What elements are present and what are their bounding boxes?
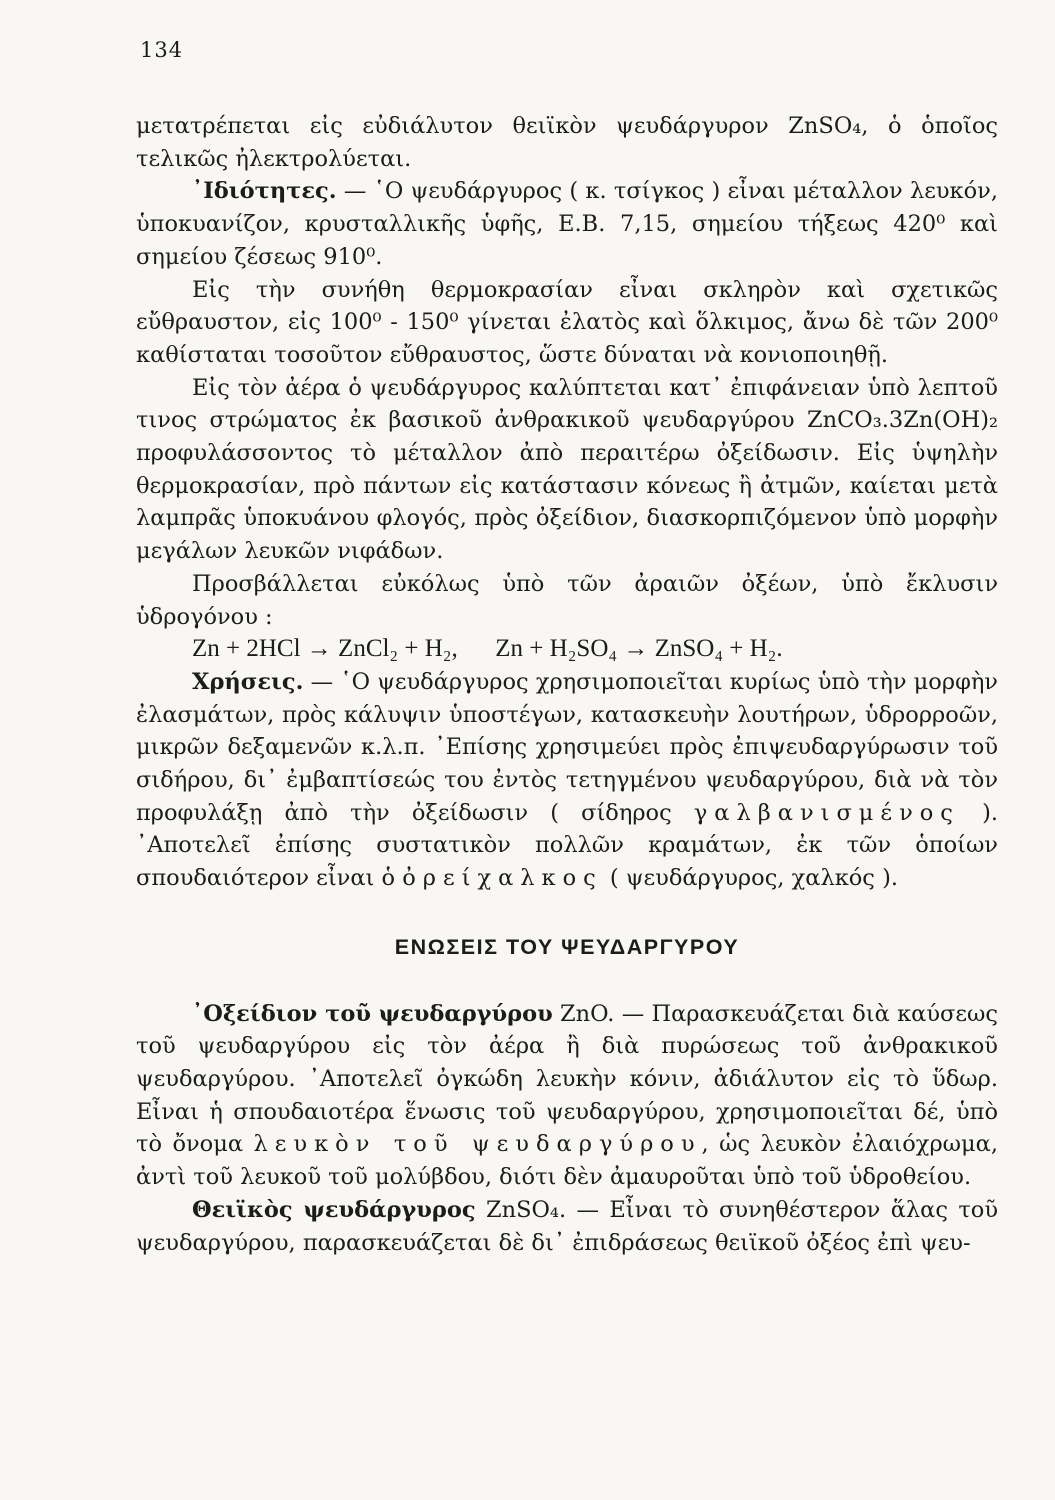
paragraph-acids: Προσβάλλεται εὐκόλως ὑπὸ τῶν ἀραιῶν ὀξέων, ὑπὸ ἔκλυσιν ὑδρογόνου : [136, 570, 998, 630]
uses-text-3: ( ψευδάργυρος, χαλκός ). [602, 865, 898, 892]
zinc-sulfate-text: ZnSO₄. — Εἶναι τὸ συνηθέστερον ἅλας τοῦ ψευδαργύρου, παρασκευάζεται δὲ δι᾿ ἐπιδράσεως θειϊκοῦ ὀξέος ἐπὶ ψευ- [136, 1196, 998, 1256]
paragraph-uses [136, 666, 998, 895]
paragraph-zinc-sulfate [136, 1194, 998, 1259]
zinc-oxide-text-2: , ὡς λευκὸν ἐλαιόχρωμα, ἀντὶ τοῦ λευκοῦ τοῦ μολύβδου, διότι δὲν ἀμαυροῦται ὑπὸ τοῦ ὑδροθείου. [136, 1131, 998, 1191]
paragraph-air: Εἰς τὸν ἀέρα ὁ ψευδάργυρος καλύπτεται κατ᾿ ἐπιφάνειαν ὑπὸ λεπτοῦ τινος στρώματος ἐκ βασικοῦ ἀνθρακικοῦ ψευδαργύρου ZnCO₃.3Zn(OH)₂ προφυλάσσοντος τὸ μέταλλον ἀπὸ περαιτέρω ὀξείδωσιν. Εἰς ὑψηλὴν θερμοκρασίαν, πρὸ πάντων εἰς κατάστασιν κόνεως ἢ ἀτμῶν, καίεται μετὰ λαμπρᾶς ὑποκυάνου φλογός, πρὸς ὀξείδιον, διασκορπιζόμενον ὑπὸ μορφὴν μεγάλων λευκῶν νιφάδων. [136, 374, 998, 565]
paragraph-continuation: μετατρέπεται εἰς εὐδιάλυτον θειϊκὸν ψευδάργυρον ZnSO₄, ὁ ὁποῖος τελικῶς ἠλεκτρολύεται. [136, 113, 998, 172]
spaced-term-zinc-white: λευκὸν τοῦ ψευδαργύρου [253, 1131, 702, 1158]
page-body [136, 110, 998, 1259]
heading-zinc-sulfate: Θειϊκὸς ψευδάργυρος [192, 1196, 476, 1223]
reaction-equations: Zn + 2HCl → ZnCl₂ + H₂, Zn + H₂SO₄ → ZnSO₄ + H₂. [192, 635, 783, 663]
uses-text-2: ). ᾿Αποτελεῖ ἐπίσης συστατικὸν πολλῶν κραμάτων, ἐκ τῶν ὁποίων σπουδαιότερον εἶναι ὁ [136, 799, 998, 892]
paragraph-zinc-oxide [136, 998, 998, 1194]
heading-zinc-oxide: ᾿Οξείδιον τοῦ ψευδαργύρου [192, 1000, 553, 1027]
properties-text: — ῾Ο ψευδάργυρος ( κ. τσίγκος ) εἶναι μέταλλον λευκόν, ὑποκυανίζον, κρυσταλλικῆς ὑφῆς, Ε.Β. 7,15, σημείου τήξεως 420⁰ καὶ σημείου ζέσεως 910⁰. [136, 178, 998, 270]
spaced-term-galvanized: γαλβανισμένος [693, 799, 960, 826]
spaced-term-brass: ὀρείχαλκος [402, 865, 603, 892]
paragraph-properties [136, 175, 998, 273]
heading-properties: ᾿Ιδιότητες. [192, 178, 337, 205]
uses-text-1: — ῾Ο ψευδάργυρος χρησιμοποιεῖται κυρίως ὑπὸ τὴν μορφὴν ἐλασμάτων, πρὸς κάλυψιν ὑποστέγων, κατασκευὴν λουτήρων, ὑδρορροῶν, μικρῶν δεξαμενῶν κ.λ.π. ᾿Επίσης χρησιμεύει πρὸς ἐπιψευδαργύρωσιν τοῦ σιδήρου, δι᾿ ἐμβαπτίσεώς του ἐντὸς τετηγμένου ψευδαργύρου, διὰ νὰ τὸν προφυλάξῃ ἀπὸ τὴν ὀξείδωσιν ( σίδηρος [136, 668, 998, 826]
section-title: ΕΝΩΣΕΙΣ ΤΟΥ ΨΕΥΔΑΡΓΥΡΟΥ [394, 934, 740, 959]
zinc-oxide-text-1: ZnO. — Παρασκευάζεται διὰ καύσεως τοῦ ψευδαργύρου εἰς τὸν ἀέρα ἢ διὰ πυρώσεως τοῦ ἀνθρακικοῦ ψευδαργύρου. ᾿Αποτελεῖ ὀγκώδη λευκὴν κόνιν, ἀδιάλυτον εἰς τὸ ὕδωρ. Εἶναι ἡ σπουδαιοτέρα ἕνωσις τοῦ ψευδαργύρου, χρησιμοποιεῖται δέ, ὑπὸ τὸ ὄνομα [136, 1000, 998, 1158]
paragraph-temperature: Εἰς τὴν συνήθη θερμοκρασίαν εἶναι σκληρὸν καὶ σχετικῶς εὔθραυστον, εἰς 100⁰ - 150⁰ γίνεται ἐλατὸς καὶ ὅλκιμος, ἄνω δὲ τῶν 200⁰ καθίσταται τοσοῦτον εὔθραυστος, ὥστε δύναται νὰ κονιοποιηθῇ. [136, 276, 998, 368]
heading-uses: Χρήσεις. [192, 668, 304, 695]
page-number: 134 [140, 38, 184, 62]
